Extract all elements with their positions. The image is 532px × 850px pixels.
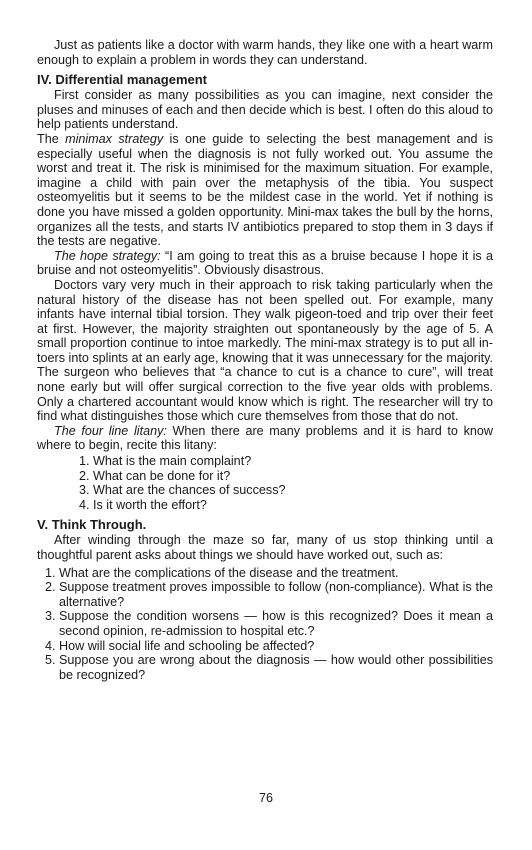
section-heading-think-through: V. Think Through. [37,517,147,533]
think-through-item [37,609,493,638]
list-number: 2. [45,580,56,595]
litany-text: When there are many problems and it is hard to know where to begin, recite this litany: [37,423,493,453]
think-through-item [37,653,493,682]
list-item-text: Suppose the condition worsens — how is this recognized? Does it mean a second opinion, re-admission to hospital etc.? [59,609,493,638]
minimax-term: minimax strategy [65,131,164,146]
think-through-item [37,566,493,581]
hope-strategy-term: The hope strategy: [54,248,161,263]
litany-term: The four line litany: [54,423,167,438]
think-through-list [37,566,493,683]
litany-item: 4. Is it worth the effort? [79,497,207,512]
litany-list [37,454,493,512]
minimax-paragraph [37,132,493,249]
litany-paragraph [37,424,493,453]
list-item-text: How will social life and schooling be affected? [59,638,315,653]
litany-item: 3. What are the chances of success? [79,483,286,498]
list-number: 1. [45,565,56,580]
section-heading-differential-management: IV. Differential management [37,72,208,88]
think-through-item [37,639,493,654]
list-item-text: Suppose treatment proves impossible to follow (non-compliance). What is the alternative? [59,580,493,609]
list-item-text: What are the complications of the disease and the treatment. [59,565,399,580]
intro-paragraph: Just as patients like a doctor with warm hands, they like one with a heart warm enough to explain a problem in words they can understand. [37,38,493,67]
list-number: 5. [45,653,56,668]
minimax-intro-text: The [37,131,59,146]
page-number: 76 [258,791,273,805]
section4-paragraph-1: First consider as many possibilities as you can imagine, next consider the pluses and minuses of each and then decide which is best. I often do this aloud to help patients understand. [37,88,493,132]
think-through-item [37,580,493,609]
list-number: 4. [45,638,56,653]
list-number: 3. [45,609,56,624]
litany-item: 2. What can be done for it? [79,468,231,483]
doctors-paragraph: Doctors vary very much in their approach to risk taking particularly when the natural history of the disease has not been spelled out. For example, many infants have internal tibial torsion. They walk pigeon-toed and trip over their feet at first. However, the majority straighten out spontaneously by the age of 5. A small proportion continue to intoe markedly. The mini-max strategy is to put all in-toers into splints at an early age, knowing that it was unnecessary for the majority. The surgeon who believes that “a chance to cut is a chance to cure”, will treat none early but will offer surgical correction to the five year olds with problems. Only a chartered accountant would know which is right. The researcher will try to find what distinguishes those which cure themselves from those that do not. [37,277,493,424]
hope-strategy-text: “I am going to treat this as a bruise because I hope it is a bruise and not osteomyelitis”. Obviously disastrous. [37,248,493,278]
page-body [37,38,493,682]
minimax-body-text: is one guide to selecting the best management and is especially useful when the diagnosis is not fully worked out. You assume the worst and treat it. The risk is minimised for the maximum situation. For example, imagine a child with pain over the metaphysis of the tibia. You suspect osteomyelitis but it seems to be the mildest case in the world. Yet if nothing is done you have missed a golden opportunity. Mini-max takes the bull by the horns, organizes all the tests, and starts IV antibiotics prepared to stop them in 3 days if the tests are negative. [37,131,494,249]
section5-paragraph-1: After winding through the maze so far, many of us stop thinking until a thoughtful parent asks about things we should have worked out, such as: [37,533,493,562]
hope-strategy-paragraph [37,249,493,278]
list-item-text: Suppose you are wrong about the diagnosis — how would other possibilities be recognized? [59,653,493,682]
litany-item: 1. What is the main complaint? [79,454,252,469]
